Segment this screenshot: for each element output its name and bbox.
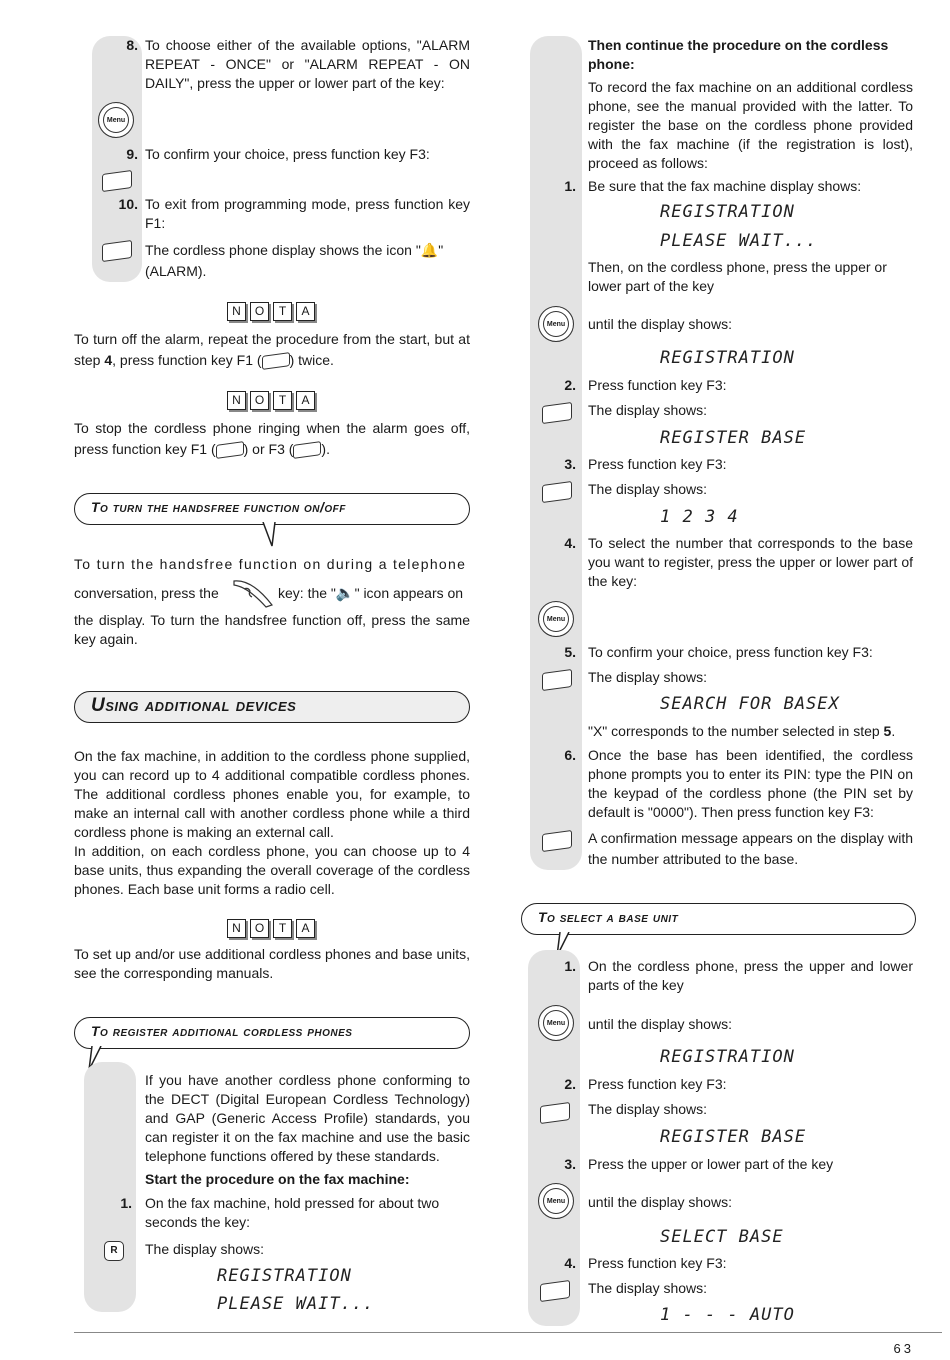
display-text: REGISTER BASE: [660, 1127, 807, 1147]
step-text: To select the number that corresponds to the base you want to register, press the upper or lower part of the key:: [588, 535, 913, 589]
steps-panel-register: [84, 1062, 136, 1312]
step-sub: The display shows:: [588, 1101, 708, 1117]
banner-tail: [262, 522, 276, 548]
bell-icon: 🔔: [420, 242, 439, 258]
section-title: To turn the handsfree function on/off: [91, 499, 346, 515]
continue-title: Then continue the procedure on the cordless phone:: [588, 37, 889, 72]
step-number: 2.: [564, 377, 576, 393]
step-text: Once the base has been identified, the cordless phone prompts you to enter its PIN: type the PIN on the keypad of the cordless phone (the PIN set by default is "0000"). Then press function key F3:: [588, 747, 913, 820]
menu-key-label: Menu: [106, 116, 126, 124]
step-sub: A confirmation message appears on the display with the number attributed to the base.: [588, 830, 913, 867]
note-text-bold: 4: [104, 352, 113, 368]
r-key-icon: R: [104, 1241, 124, 1261]
step-number: 5.: [564, 644, 576, 660]
step-sub: The display shows:: [588, 1280, 708, 1296]
nota-letter: A: [296, 391, 315, 410]
handsfree-line1: To turn the handsfree function on during a telephone: [74, 556, 467, 572]
display-text: 1 - - - AUTO: [660, 1305, 795, 1325]
section-banner-using-additional-devices: [74, 691, 470, 723]
display-text: REGISTRATION: [660, 1047, 795, 1067]
handsfree-key-icon: [232, 577, 274, 609]
step-number: 8.: [126, 37, 138, 53]
note-text: [74, 418, 470, 460]
menu-key-label: Menu: [546, 615, 566, 623]
note-text-part: ).: [321, 441, 330, 457]
note-text: [74, 329, 470, 371]
step-text: On the fax machine, hold pressed for about two seconds the key:: [145, 1195, 440, 1230]
handsfree-text-part: conversation, press the: [74, 585, 219, 601]
alarm-note-b: " (ALARM).: [145, 242, 444, 279]
menu-key-icon: [538, 306, 574, 342]
display-text: 1 2 3 4: [660, 507, 739, 527]
function-key-icon: [293, 441, 321, 459]
step-number: 6.: [564, 747, 576, 763]
step-number: 9.: [126, 146, 138, 162]
nota-letter: T: [273, 302, 292, 321]
display-text: SEARCH FOR BASEX: [660, 694, 840, 714]
step-number: 1.: [120, 1195, 132, 1211]
function-key-icon: [216, 441, 244, 459]
step-number: 3.: [564, 1156, 576, 1172]
alarm-note-a: The cordless phone display shows the icon ": [145, 242, 421, 258]
menu-key-icon: [538, 1005, 574, 1041]
note-text-part: ) twice.: [289, 352, 334, 368]
nota-letter: A: [296, 919, 315, 938]
nota-letter: T: [273, 919, 292, 938]
nota-letter: N: [227, 302, 246, 321]
nota-letter: O: [250, 919, 269, 938]
step-number: 3.: [564, 456, 576, 472]
step-number: 1.: [564, 958, 576, 974]
handsfree-line2b: [278, 584, 470, 603]
footer-rule: [74, 1332, 942, 1333]
step-sub: The display shows:: [588, 481, 708, 497]
step-sub: The display shows:: [588, 402, 708, 418]
nota-letter: N: [227, 391, 246, 410]
register-start: Start the procedure on the fax machine:: [145, 1171, 410, 1187]
step-text: Press function key F3:: [588, 1076, 727, 1092]
section-banner-register: [74, 1017, 470, 1049]
nota-letter: O: [250, 302, 269, 321]
speaker-icon: 🔈: [335, 585, 355, 602]
display-text: REGISTRATION: [217, 1266, 352, 1286]
step-note-part: "X" corresponds to the number selected in step: [588, 723, 884, 739]
step-text: Press function key F3:: [588, 377, 727, 393]
nota-letter: O: [250, 391, 269, 410]
step-number: 10.: [118, 196, 138, 212]
menu-key-label: Menu: [546, 1019, 566, 1027]
step-note: [588, 722, 913, 741]
steps-panel-right-top: [530, 36, 582, 870]
step-text: until the display shows:: [588, 316, 732, 332]
using-paragraph1: On the fax machine, in addition to the cordless phone supplied, you can record up to 4 additional compatible cordless phones. The additional cordless phones enable you, for example, to make an internal call with another cordless phone while a third cordless phone is making an external call.: [74, 748, 470, 840]
section-title: To select a base unit: [538, 909, 679, 925]
nota-letter: T: [273, 391, 292, 410]
continue-paragraph: To record the fax machine on an additional cordless phone, see the manual provided with the latter. To register the base on the cordless phone provided with the fax machine (if the registration is lost), proceed as follows:: [588, 79, 913, 171]
step-text: To exit from programming mode, press function key F1:: [145, 196, 470, 231]
function-key-icon: [262, 352, 290, 370]
display-text: PLEASE WAIT...: [660, 231, 818, 251]
display-text: PLEASE WAIT...: [217, 1294, 375, 1314]
nota-letter: N: [227, 919, 246, 938]
step-sub: The display shows:: [588, 669, 708, 685]
nota-letter: A: [296, 302, 315, 321]
alarm-icon-note: [145, 240, 470, 282]
note-text-part: To turn off the alarm, repeat the procedure from the start, but at step: [74, 331, 470, 368]
menu-key-icon: [538, 601, 574, 637]
handsfree-text-part: " icon appears on: [354, 585, 464, 601]
note-text-part: , press function key F1 (: [112, 352, 262, 368]
step-note-bold: 5: [883, 723, 892, 739]
display-text: SELECT BASE: [660, 1227, 784, 1247]
step-text: Be sure that the fax machine display shows:: [588, 178, 862, 194]
display-text: REGISTER BASE: [660, 428, 807, 448]
note-text-part: ) or F3 (: [243, 441, 294, 457]
menu-key-label: Menu: [546, 320, 566, 328]
register-paragraph: If you have another cordless phone conforming to the DECT (Digital European Cordless Technology) and GAP (Generic Access Profile) standards, you can register it on the fax machine and use the basic telephone functions offered by these standards.: [145, 1072, 470, 1164]
nota-badge: [227, 919, 315, 938]
step-note-part: .: [891, 723, 896, 739]
step-text: To confirm your choice, press function key F3:: [588, 644, 873, 660]
step-text: Press function key F3:: [588, 1255, 727, 1271]
display-text: REGISTRATION: [660, 202, 795, 222]
step-text: On the cordless phone, press the upper and lower parts of the key: [588, 958, 913, 993]
step-number: 4.: [564, 1255, 576, 1271]
menu-key-icon: [538, 1183, 574, 1219]
section-banner-handsfree: [74, 493, 470, 525]
step-number: 1.: [564, 178, 576, 194]
step-text: Press function key F3:: [588, 456, 727, 472]
nota-badge: [227, 302, 315, 321]
step-number: 4.: [564, 535, 576, 551]
step-sub: The display shows:: [145, 1241, 265, 1257]
step-text: To confirm your choice, press function key F3:: [145, 146, 430, 162]
step-text: To choose either of the available options, "ALARM REPEAT - ONCE" or "ALARM REPEAT - ON DAILY", press the upper or lower part of the key:: [145, 37, 470, 91]
handsfree-line3: the display. To turn the handsfree function off, press the same key again.: [74, 612, 470, 647]
menu-key-label: Menu: [546, 1197, 566, 1205]
menu-key-icon: [98, 102, 134, 138]
section-banner-select-base: [521, 903, 916, 935]
using-paragraph2: In addition, on each cordless phone, you can choose up to 4 base units, thus expanding the overall coverage of the cordless phones. Each base unit forms a radio cell.: [74, 843, 470, 897]
note-text-part: To stop the cordless phone ringing when the alarm goes off, press function key F1 (: [74, 420, 470, 457]
display-text: REGISTRATION: [660, 348, 795, 368]
handsfree-text-part: key: the ": [278, 585, 336, 601]
step-text: until the display shows:: [588, 1016, 732, 1032]
nota-badge: [227, 391, 315, 410]
step-number: 2.: [564, 1076, 576, 1092]
step-text: Then, on the cordless phone, press the upper or lower part of the key: [588, 259, 887, 294]
step-text: Press the upper or lower part of the key: [588, 1156, 834, 1172]
step-text: until the display shows:: [588, 1194, 732, 1210]
section-title: To register additional cordless phones: [91, 1023, 353, 1039]
section-title: Using additional devices: [91, 695, 297, 716]
note-text: To set up and/or use additional cordless phones and base units, see the corresponding manuals.: [74, 946, 470, 981]
page-number: 63: [893, 1341, 914, 1356]
